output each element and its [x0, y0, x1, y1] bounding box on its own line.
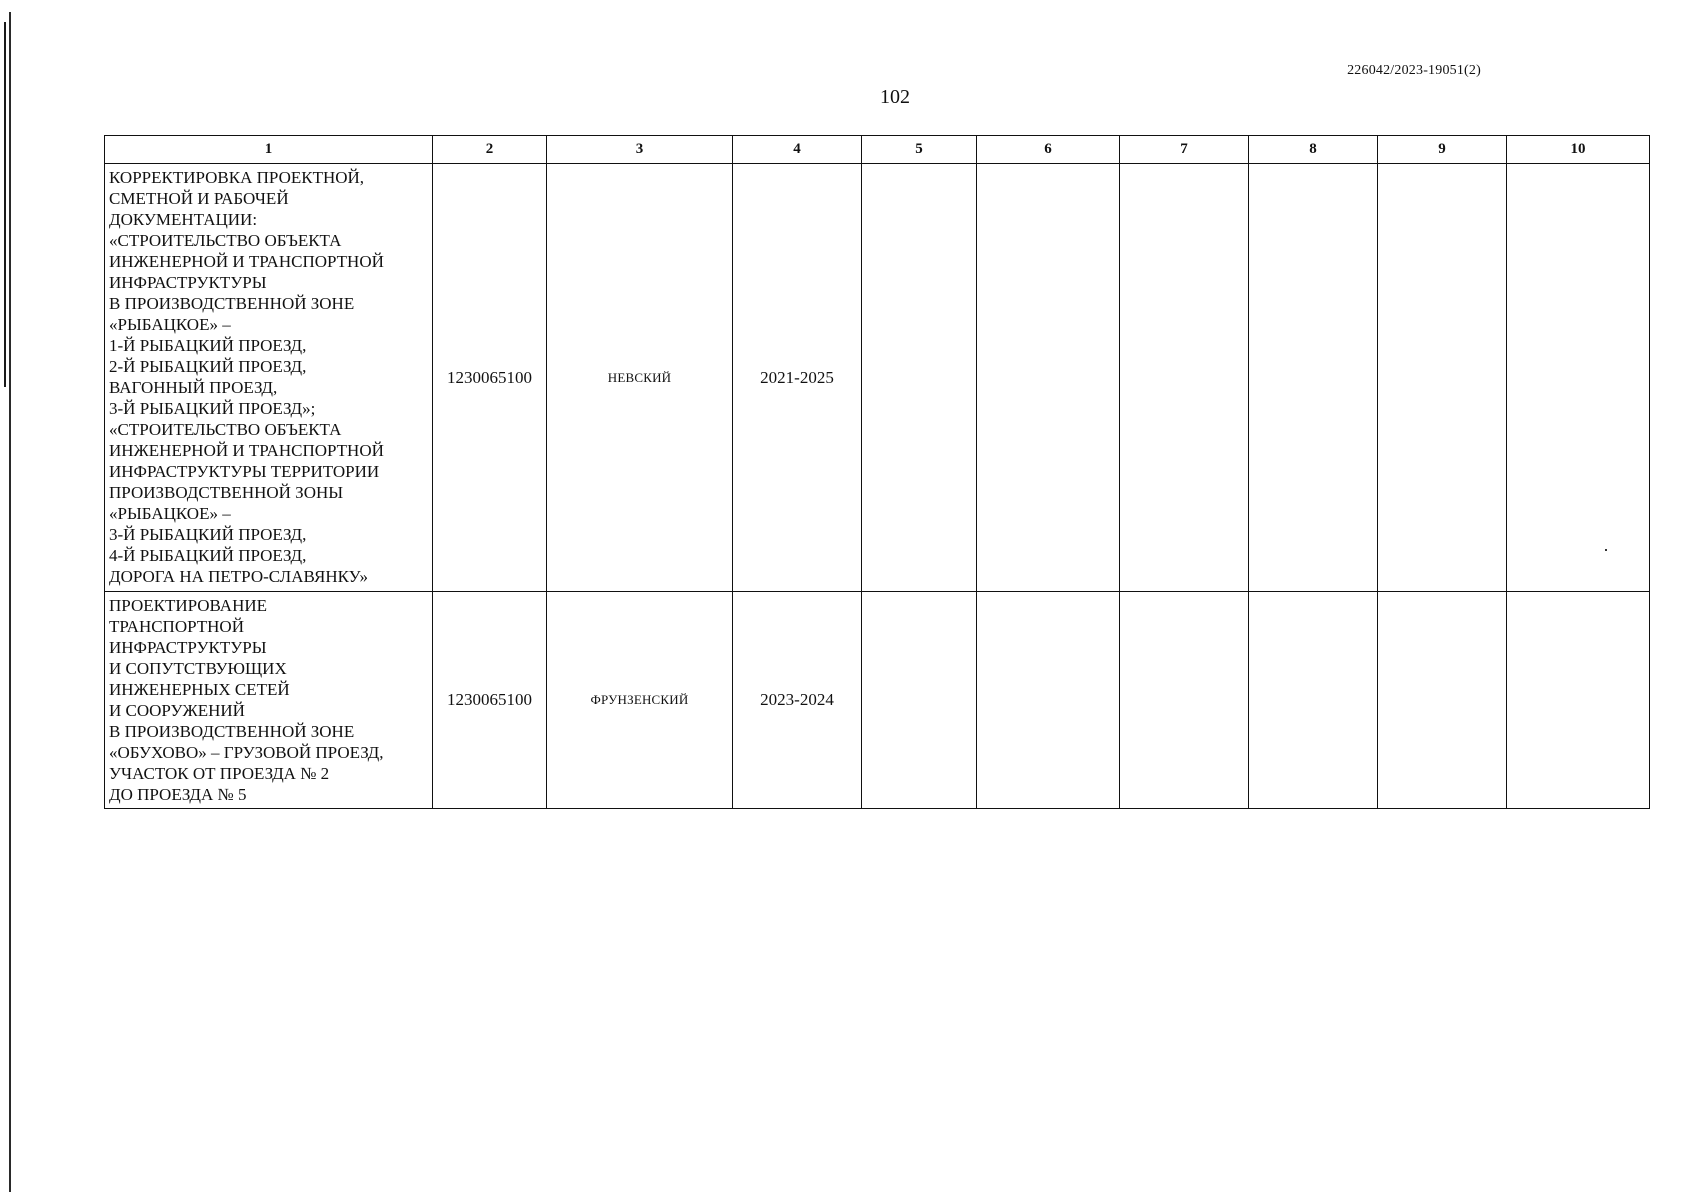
column-9-cell	[1378, 592, 1507, 809]
page-number: 102	[880, 86, 910, 108]
column-8-cell	[1249, 164, 1378, 592]
project-name-line: И СООРУЖЕНИЙ	[109, 701, 245, 720]
column-6-cell	[977, 164, 1120, 592]
period-cell: 2021-2025	[733, 164, 862, 592]
project-name-line: СМЕТНОЙ И РАБОЧЕЙ	[109, 189, 289, 208]
project-name-line: ИНФРАСТРУКТУРЫ	[109, 638, 267, 657]
project-name-line: ПРОЕКТИРОВАНИЕ	[109, 596, 268, 615]
project-name-line: «РЫБАЦКОЕ» –	[109, 315, 231, 334]
project-name-line: КОРРЕКТИРОВКА ПРОЕКТНОЙ,	[109, 168, 365, 187]
table-header-row	[105, 136, 1650, 164]
project-name-line: В ПРОИЗВОДСТВЕННОЙ ЗОНЕ	[109, 294, 355, 313]
column-10-cell	[1507, 592, 1650, 809]
column-header: 6	[977, 136, 1120, 164]
project-name-line: ТРАНСПОРТНОЙ	[109, 617, 244, 636]
column-header: 5	[862, 136, 977, 164]
project-name-cell	[105, 164, 433, 592]
column-5-cell	[862, 592, 977, 809]
budget-code-cell: 1230065100	[433, 164, 547, 592]
column-5-cell	[862, 164, 977, 592]
budget-code-cell: 1230065100	[433, 592, 547, 809]
project-name-line: В ПРОИЗВОДСТВЕННОЙ ЗОНЕ	[109, 722, 355, 741]
column-7-cell	[1120, 164, 1249, 592]
district-cell: НЕВСКИЙ	[547, 164, 733, 592]
project-name-line: 4-Й РЫБАЦКИЙ ПРОЕЗД,	[109, 546, 307, 565]
project-name-line: «ОБУХОВО» – ГРУЗОВОЙ ПРОЕЗД,	[109, 743, 384, 762]
column-7-cell	[1120, 592, 1249, 809]
table-row	[105, 164, 1650, 592]
project-name-line: 2-Й РЫБАЦКИЙ ПРОЕЗД,	[109, 357, 307, 376]
project-name-line: ДО ПРОЕЗДА № 5	[109, 785, 247, 804]
column-header: 9	[1378, 136, 1507, 164]
scan-edge-marks	[2, 12, 8, 1192]
period-cell: 2023-2024	[733, 592, 862, 809]
column-header: 10	[1507, 136, 1650, 164]
district-cell: ФРУНЗЕНСКИЙ	[547, 592, 733, 809]
column-header: 2	[433, 136, 547, 164]
project-name-line: ИНЖЕНЕРНЫХ СЕТЕЙ	[109, 680, 290, 699]
project-name-line: «СТРОИТЕЛЬСТВО ОБЪЕКТА	[109, 231, 342, 250]
project-name-line: «РЫБАЦКОЕ» –	[109, 504, 231, 523]
project-name-line: ИНЖЕНЕРНОЙ И ТРАНСПОРТНОЙ	[109, 252, 384, 271]
column-9-cell	[1378, 164, 1507, 592]
document-id: 226042/2023-19051(2)	[1347, 63, 1481, 78]
project-name-line: ВАГОННЫЙ ПРОЕЗД,	[109, 378, 278, 397]
project-name-line: 1-Й РЫБАЦКИЙ ПРОЕЗД,	[109, 336, 307, 355]
project-name-line: 3-Й РЫБАЦКИЙ ПРОЕЗД,	[109, 525, 307, 544]
column-8-cell	[1249, 592, 1378, 809]
column-header: 8	[1249, 136, 1378, 164]
column-10-cell	[1507, 164, 1650, 592]
column-header: 1	[105, 136, 433, 164]
project-name-line: 3-Й РЫБАЦКИЙ ПРОЕЗД»;	[109, 399, 316, 418]
column-header: 4	[733, 136, 862, 164]
scan-edge-line	[9, 12, 11, 1192]
project-name-line: ИНЖЕНЕРНОЙ И ТРАНСПОРТНОЙ	[109, 441, 384, 460]
project-name-line: ДОРОГА НА ПЕТРО-СЛАВЯНКУ»	[109, 567, 369, 586]
column-header: 7	[1120, 136, 1249, 164]
project-name-line: ИНФРАСТРУКТУРЫ ТЕРРИТОРИИ	[109, 462, 380, 481]
project-name-line: ДОКУМЕНТАЦИИ:	[109, 210, 258, 229]
scan-speck	[1605, 549, 1607, 551]
project-name-line: «СТРОИТЕЛЬСТВО ОБЪЕКТА	[109, 420, 342, 439]
column-header: 3	[547, 136, 733, 164]
project-name-line: ИНФРАСТРУКТУРЫ	[109, 273, 267, 292]
project-name-line: ПРОИЗВОДСТВЕННОЙ ЗОНЫ	[109, 483, 344, 502]
scan-edge-line	[4, 22, 6, 387]
project-name-line: УЧАСТОК ОТ ПРОЕЗДА № 2	[109, 764, 330, 783]
column-6-cell	[977, 592, 1120, 809]
project-name-line: И СОПУТСТВУЮЩИХ	[109, 659, 287, 678]
data-table	[104, 135, 1650, 809]
table-row	[105, 592, 1650, 809]
project-name-cell	[105, 592, 433, 809]
